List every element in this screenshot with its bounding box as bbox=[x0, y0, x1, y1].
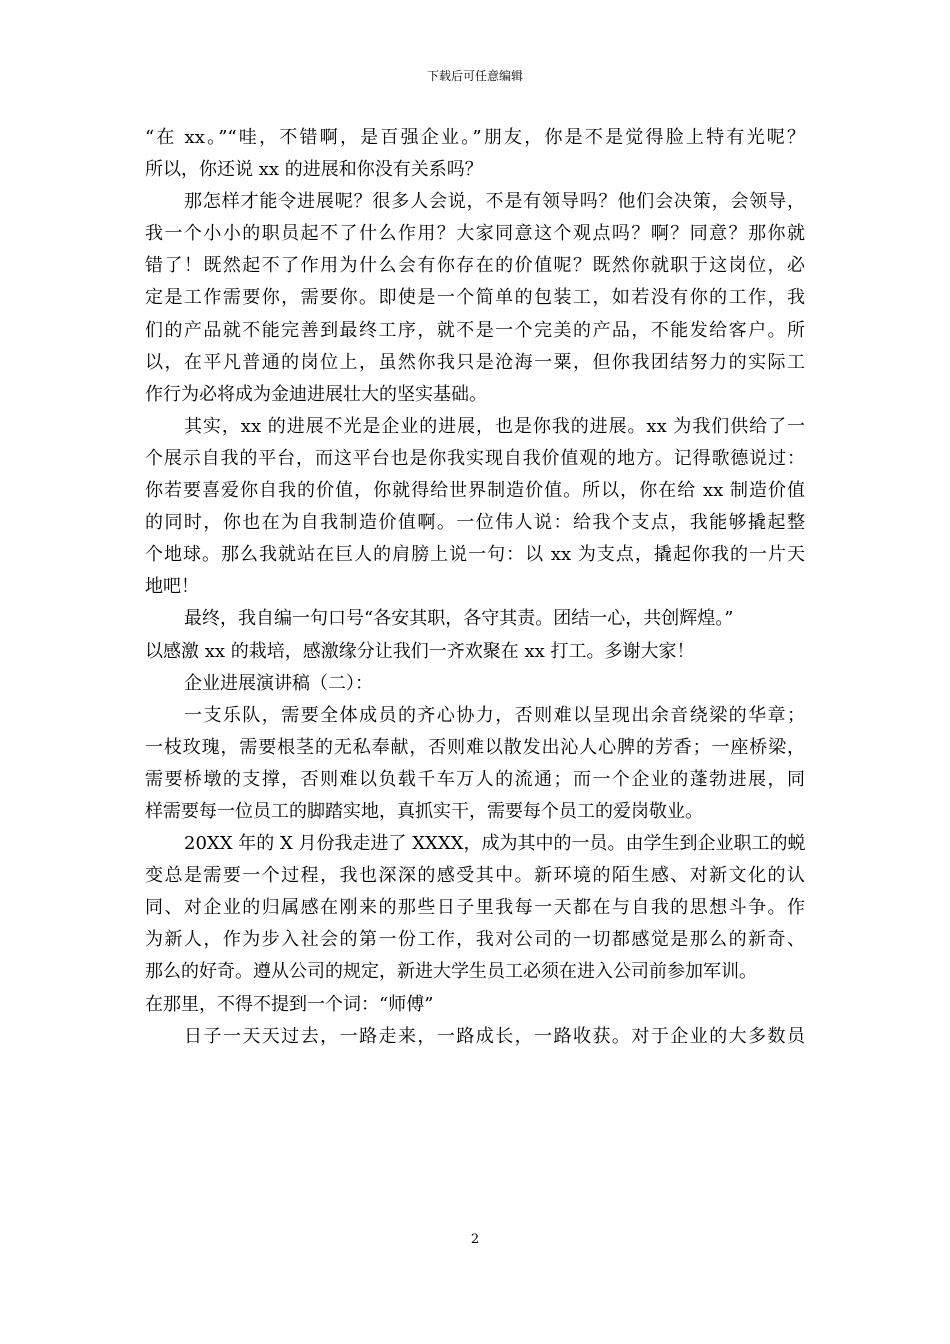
body-line: “在 xx。”“哇，不错啊，是百强企业。”朋友，你是不是觉得脸上特有光呢？ bbox=[145, 127, 805, 148]
body-line: 样需要每一位员工的脚踏实地，真抓实干，需要每个员工的爱岗敬业。 bbox=[145, 800, 703, 822]
body-line: 错了！既然起不了作用为什么会有你存在的价值呢？既然你就职于这岗位，必 bbox=[145, 255, 805, 277]
body-line: 在那里，不得不提到一个词：“师傅” bbox=[145, 993, 434, 1015]
body-line: 一支乐队，需要全体成员的齐心协力，否则难以呈现出余音绕梁的华章； bbox=[184, 704, 805, 726]
page-number: 2 bbox=[470, 1232, 480, 1247]
body-line: 最终，我自编一句口号“各安其职，各守其责。团结一心，共创辉煌。” bbox=[184, 608, 734, 630]
body-line: 以感激 xx 的栽培，感激缘分让我们一齐欢聚在 xx 打工。多谢大家！ bbox=[145, 640, 695, 662]
body-line: 日子一天天过去，一路走来，一路成长，一路收获。对于企业的大多数员 bbox=[184, 1025, 805, 1047]
body-line: 一枝玫瑰，需要根茎的无私奉献，否则难以散发出沁人心脾的芳香；一座桥梁， bbox=[145, 736, 805, 758]
body-line: 你若要喜爱你自我的价值，你就得给世界制造价值。所以，你在给 xx 制造价值 bbox=[145, 480, 805, 502]
page-header-note: 下载后可任意编辑 bbox=[426, 69, 523, 83]
body-line: 那怎样才能令进展呢？很多人会说，不是有领导吗？他们会决策，会领导， bbox=[184, 191, 805, 213]
document-body bbox=[145, 122, 805, 1053]
body-line: 地吧！ bbox=[145, 576, 199, 598]
body-line: 20XX 年的 X 月份我走进了 XXXX，成为其中的一员。由学生到企业职工的蜕 bbox=[184, 833, 806, 855]
body-line: 那么的好奇。遵从公司的规定，新进大学生员工必须在进入公司前参加军训。 bbox=[145, 961, 757, 983]
body-line: 其实，xx 的进展不光是企业的进展，也是你我的进展。xx 为我们供给了一 bbox=[184, 415, 805, 437]
body-line: 需要桥墩的支撑，否则难以负载千车万人的流通；而一个企业的蓬勃进展，同 bbox=[145, 768, 805, 790]
body-line: 以，在平凡普通的岗位上，虽然你我只是沧海一粟，但你我团结努力的实际工 bbox=[145, 351, 805, 373]
body-line: 变总是需要一个过程，我也深深的感受其中。新环境的陌生感、对新文化的认 bbox=[145, 865, 805, 887]
body-line: 的同时，你也在为自我制造价值啊。一位伟人说：给我个支点，我能够撬起整 bbox=[145, 512, 805, 534]
body-line: 个展示自我的平台，而这平台也是你我实现自我价值观的地方。记得歌德说过： bbox=[145, 447, 805, 469]
section-heading: 企业进展演讲稿（二）： bbox=[184, 672, 373, 694]
body-line: 定是工作需要你，需要你。即使是一个简单的包装工，如若没有你的工作，我 bbox=[145, 287, 805, 309]
body-line: 作行为必将成为金迪进展壮大的坚实基础。 bbox=[145, 383, 487, 405]
body-line: 所以，你还说 xx 的进展和你没有关系吗？ bbox=[145, 159, 483, 181]
body-line: 们的产品就不能完善到最终工序，就不是一个完美的产品，不能发给客户。所 bbox=[145, 319, 805, 341]
body-line: 个地球。那么我就站在巨人的肩膀上说一句：以 xx 为支点，撬起你我的一片天 bbox=[145, 544, 805, 566]
body-line: 为新人，作为步入社会的第一份工作，我对公司的一切都感觉是那么的新奇、 bbox=[145, 929, 805, 951]
body-line: 同、对企业的归属感在刚来的那些日子里我每一天都在与自我的思想斗争。作 bbox=[145, 897, 805, 919]
body-line: 我一个小小的职员起不了什么作用？大家同意这个观点吗？啊？同意？那你就 bbox=[145, 223, 805, 245]
